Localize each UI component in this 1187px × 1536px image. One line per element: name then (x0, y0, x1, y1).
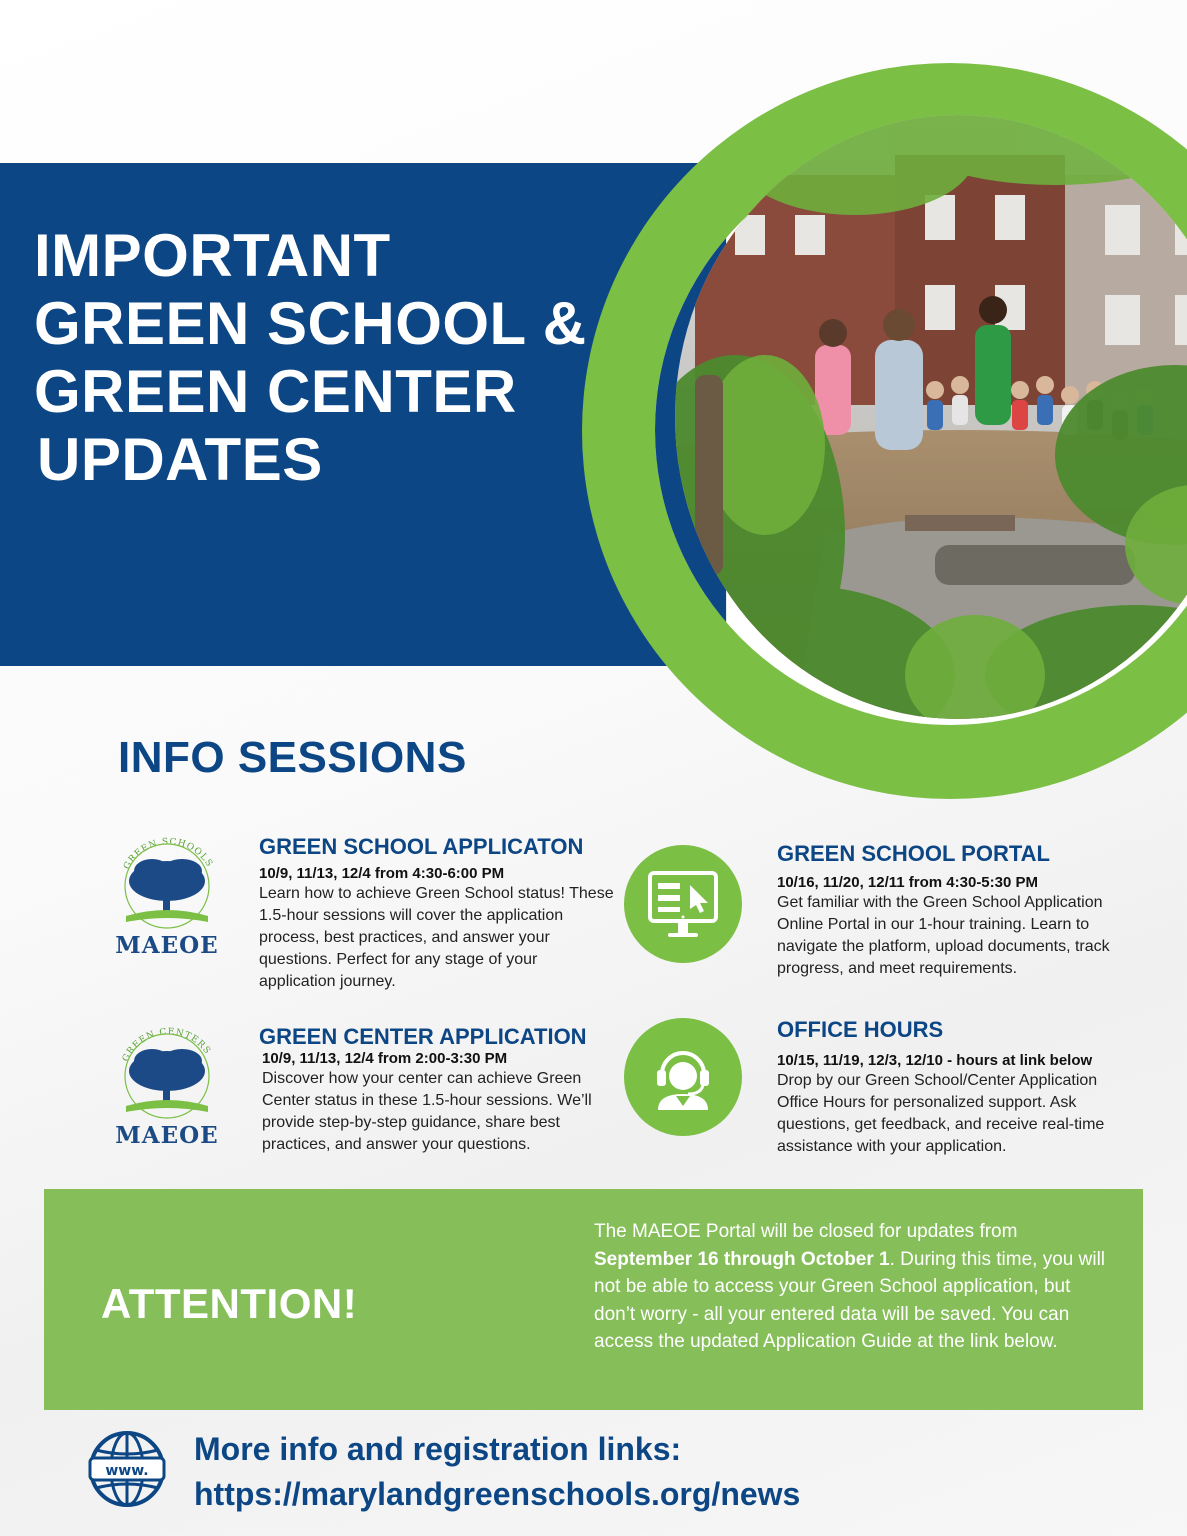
office-hours-body: Drop by our Green School/Center Application Office Hours for personalized support. Ask questions, get feedback, and receive real-time assistance with your application. (777, 1072, 1105, 1155)
maeoe-green-centers-logo (112, 1016, 222, 1156)
more-info-text: More info and registration links: (194, 1431, 682, 1467)
info-sessions-heading: INFO SESSIONS (118, 733, 467, 782)
title-line-1: IMPORTANT (34, 222, 391, 289)
green-school-application-title: GREEN SCHOOL APPLICATON (259, 834, 584, 859)
green-school-portal-section (777, 841, 1157, 980)
green-center-application-body: Discover how your center can achieve Green Center status in these 1.5-hour sessions. We’ll provide step-by-step guidance, share best practices, and answer your questions. (262, 1070, 592, 1153)
www-label: www. (105, 1463, 149, 1479)
green-school-application-dates: 10/9, 11/13, 12/4 from 4:30-6:00 PM (259, 865, 505, 882)
headset-support-icon (624, 1018, 742, 1136)
attention-closure-dates: September 16 through October 1 (594, 1248, 890, 1270)
title-line-2: GREEN SCHOOL & (34, 290, 587, 357)
maeoe-green-schools-logo (112, 826, 222, 966)
green-center-application-title: GREEN CENTER APPLICATION (259, 1024, 587, 1049)
office-hours-title: OFFICE HOURS (777, 1017, 944, 1042)
green-school-portal-dates: 10/16, 11/20, 12/11 from 4:30-5:30 PM (777, 874, 1038, 891)
attention-text-after: . During this time, you will not be able to access your Green School application, but don’t worry - all your entered data will be saved. You can access the updated Application Guide at the link below. (594, 1248, 1106, 1352)
attention-message (594, 1218, 1114, 1356)
tree-logo-icon (112, 826, 222, 932)
logo-arc-text: GREEN CENTERS (120, 1027, 213, 1064)
registration-link[interactable]: https://marylandgreenschools.org/news (194, 1476, 801, 1512)
office-hours-dates: 10/15, 11/19, 12/3, 12/10 - hours at link below (777, 1052, 1093, 1069)
logo-wordmark: MAEOE (115, 1122, 219, 1149)
attention-label: ATTENTION! (101, 1280, 358, 1327)
globe-www-icon (86, 1428, 168, 1510)
page-title (34, 222, 587, 494)
computer-monitor-icon (624, 845, 742, 963)
tree-logo-icon (112, 1016, 222, 1122)
attention-text-before: The MAEOE Portal will be closed for updates from (594, 1221, 1018, 1242)
green-school-portal-body: Get familiar with the Green School Application Online Portal in our 1-hour training. Learn to navigate the platform, upload documents, track progress, and meet requirements. (777, 894, 1110, 977)
office-hours-section (777, 1017, 1157, 1158)
green-center-application-dates: 10/9, 11/13, 12/4 from 2:00-3:30 PM (262, 1050, 508, 1067)
green-school-portal-title: GREEN SCHOOL PORTAL (777, 841, 1050, 866)
logo-arc-text: GREEN SCHOOLS (122, 837, 215, 872)
logo-wordmark: MAEOE (115, 932, 219, 959)
green-center-application-section (259, 1024, 619, 1156)
title-line-4: UPDATES (37, 426, 323, 493)
green-school-application-section (259, 834, 619, 993)
title-line-3: GREEN CENTER (34, 358, 517, 425)
green-school-application-body: Learn how to achieve Green School status! These 1.5-hour sessions will cover the application process, best practices, and answer your questions. Perfect for any stage of your application journey. (259, 885, 614, 990)
